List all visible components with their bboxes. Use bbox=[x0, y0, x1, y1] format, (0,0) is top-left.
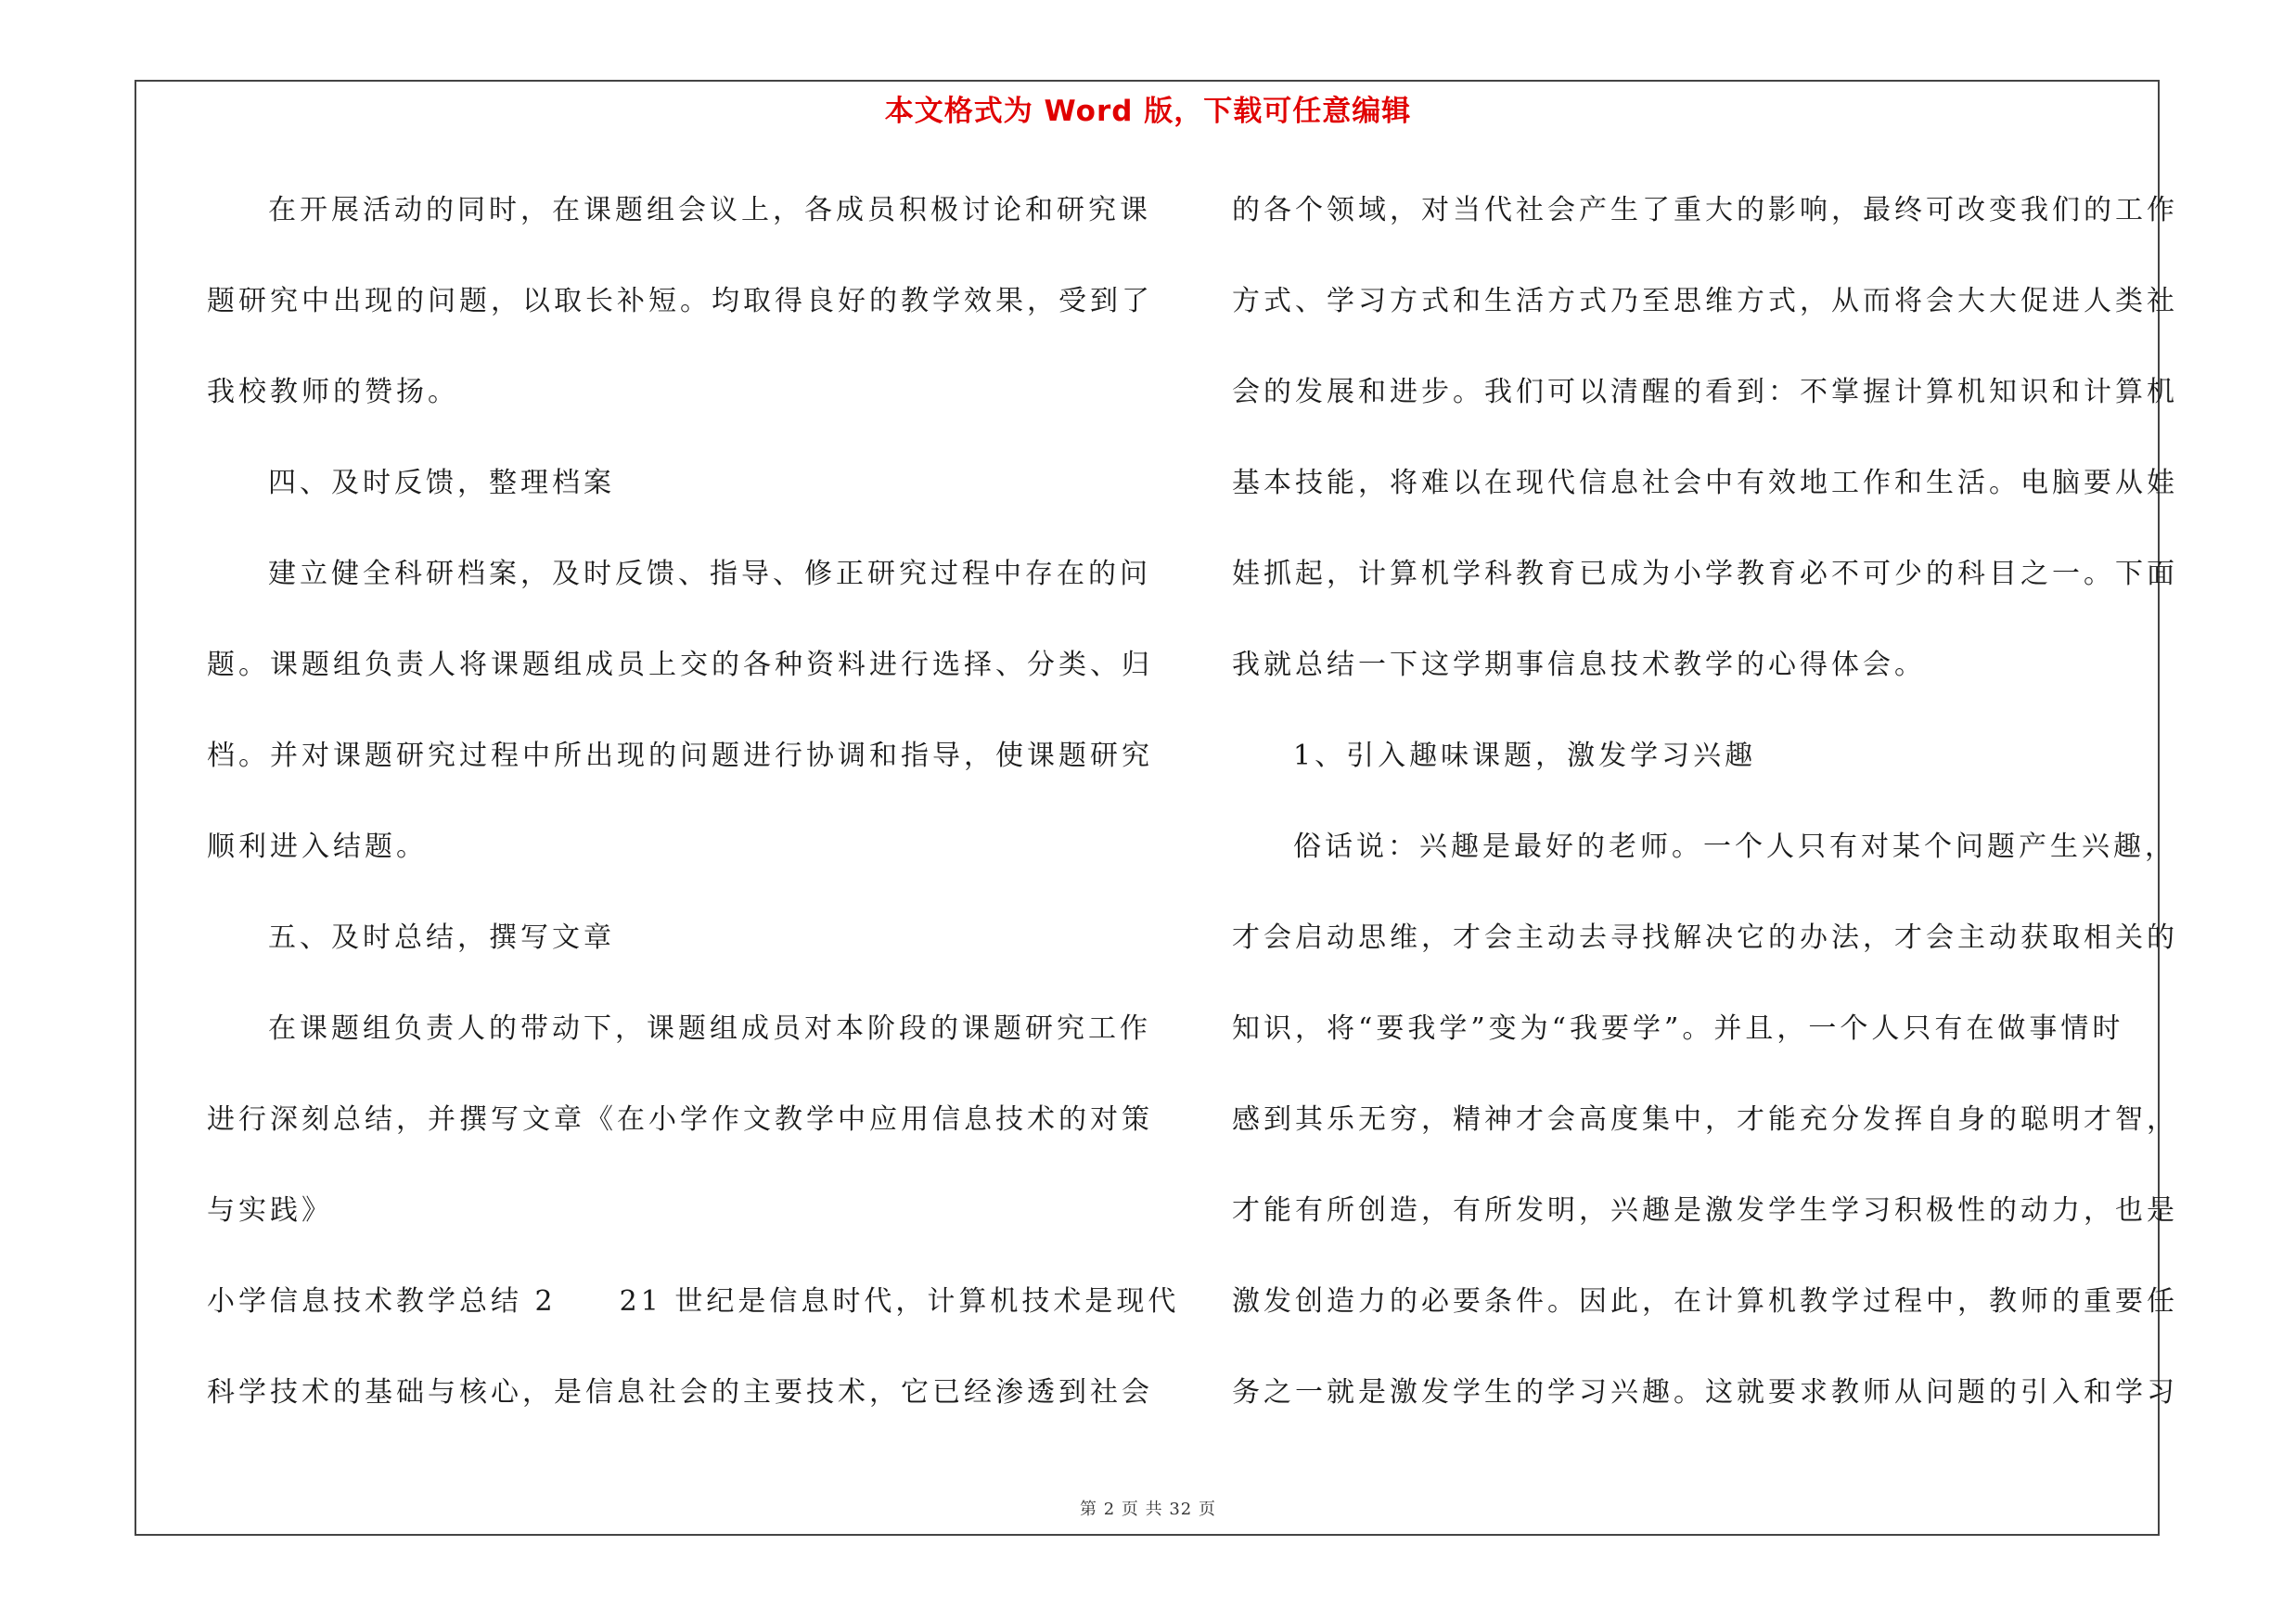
text-line: 档。并对课题研究过程中所出现的问题进行协调和指导，使课题研究 bbox=[207, 740, 1153, 772]
text-line: 方式、学习方式和生活方式乃至思维方式，从而将会大大促进人类社 bbox=[1232, 285, 2178, 317]
text-line: 在课题组负责人的带动下，课题组成员对本阶段的课题研究工作 bbox=[268, 1012, 1151, 1045]
text-line: 务之一就是激发学生的学习兴趣。这就要求教师从问题的引入和学习 bbox=[1232, 1376, 2178, 1409]
text-line: 顺利进入结题。 bbox=[207, 831, 428, 863]
text-line: 娃抓起，计算机学科教育已成为小学教育必不可少的科目之一。下面 bbox=[1232, 558, 2178, 590]
format-banner: 本文格式为 Word 版，下载可任意编辑 bbox=[884, 95, 1412, 128]
text-line: 俗话说：兴趣是最好的老师。一个人只有对某个问题产生兴趣， bbox=[1293, 831, 2176, 863]
text-line: 小学信息技术教学总结 2 21 世纪是信息时代，计算机技术是现代 bbox=[207, 1285, 1180, 1318]
page-number-footer: 第 2 页 共 32 页 bbox=[1080, 1500, 1216, 1519]
text-line: 知识，将“要我学”变为“我要学”。并且，一个人只有在做事情时 bbox=[1232, 1012, 2124, 1045]
text-line: 与实践》 bbox=[207, 1194, 333, 1227]
text-line: 会的发展和进步。我们可以清醒的看到：不掌握计算机知识和计算机 bbox=[1232, 376, 2178, 408]
text-line: 我就总结一下这学期事信息技术教学的心得体会。 bbox=[1232, 649, 1926, 681]
text-line: 才能有所创造，有所发明，兴趣是激发学生学习积极性的动力，也是 bbox=[1232, 1194, 2178, 1227]
text-line: 进行深刻总结，并撰写文章《在小学作文教学中应用信息技术的对策 bbox=[207, 1103, 1153, 1136]
text-line: 的各个领域，对当代社会产生了重大的影响，最终可改变我们的工作 bbox=[1232, 194, 2178, 226]
right-text-column bbox=[1232, 183, 2178, 1456]
text-line: 题研究中出现的问题，以取长补短。均取得良好的教学效果，受到了 bbox=[207, 285, 1153, 317]
text-line: 我校教师的赞扬。 bbox=[207, 376, 459, 408]
left-text-column bbox=[207, 183, 1180, 1456]
text-line: 题。课题组负责人将课题组成员上交的各种资料进行选择、分类、归 bbox=[207, 649, 1153, 681]
text-line: 基本技能，将难以在现代信息社会中有效地工作和生活。电脑要从娃 bbox=[1232, 467, 2178, 499]
text-line: 激发创造力的必要条件。因此，在计算机教学过程中，教师的重要任 bbox=[1232, 1285, 2178, 1318]
text-line: 科学技术的基础与核心，是信息社会的主要技术，它已经渗透到社会 bbox=[207, 1376, 1153, 1409]
text-line: 建立健全科研档案，及时反馈、指导、修正研究过程中存在的问 bbox=[268, 558, 1151, 590]
text-line: 在开展活动的同时，在课题组会议上，各成员积极讨论和研究课 bbox=[268, 194, 1151, 226]
text-line: 1、引入趣味课题，激发学习兴趣 bbox=[1293, 740, 1757, 772]
text-line: 才会启动思维，才会主动去寻找解决它的办法，才会主动获取相关的 bbox=[1232, 921, 2178, 954]
text-line: 五、及时总结，撰写文章 bbox=[268, 921, 615, 954]
text-line: 四、及时反馈，整理档案 bbox=[268, 467, 615, 499]
text-line: 感到其乐无穷，精神才会高度集中，才能充分发挥自身的聪明才智， bbox=[1232, 1103, 2178, 1136]
